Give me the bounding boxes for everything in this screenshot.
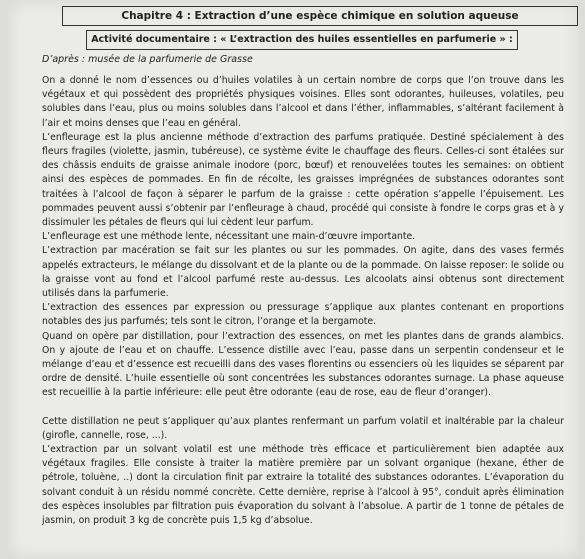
document-body xyxy=(42,74,564,528)
paragraph-expression: L’extraction des essences par expression ou pressurage s’applique aux plantes contenant en proportions notables des jus parfumés; tels sont le citron, l’orange et la bergamote. xyxy=(42,302,564,328)
paragraph-distillation-limit: Cette distillation ne peut s’appliquer qu’aux plantes renfermant un parfum volatil et inaltérable par la chaleur (girofle, cannelle, rose, ...). xyxy=(42,415,564,441)
paragraph-enfleurage: L’enfleurage est la plus ancienne méthode d’extraction des parfums pratiquée. Destiné spécialement à des fleurs fragiles (violette, jasmin, tubéreuse), ce système évite le chauffage des fleurs. Celles-ci sont étalées sur des châssis enduits de graisse animale inodore (porc, bœuf) et renouvelées toutes les semaines: on obtient ainsi des espèces de pommades. En fin de récolte, les graisses imprégnées de substances odorantes sont traitées à l’alcool de façon à séparer le parfum de la graisse : cette opération s’appelle l’épuisement. Les pommades peuvent aussi s’obtenir par l’enfleurage à chaud, procédé qui consiste à fondre le corps gras et à y dissimuler les pétales de fleurs qui lui cèdent leur parfum. xyxy=(42,131,564,229)
document-page xyxy=(8,0,580,559)
source-note: D’après : musée de la parfumerie de Grasse xyxy=(42,54,253,65)
activity-title: Activité documentaire : « L’extraction des huiles essentielles en parfumerie » : xyxy=(86,30,518,50)
paragraph-enfleurage-note: L’enfleurage est une méthode lente, nécessitant une main-d’œuvre importante. xyxy=(42,231,416,243)
paragraph-maceration: L’extraction par macération se fait sur les plantes ou sur les pommades. On agite, dans des vases fermés appelés extracteurs, le mélange du dissolvant et de la plante ou de la pommade. On laisse reposer: le solide ou la graisse vont au fond et l’alcool parfumé reste au-dessus. Les alcoolats ainsi obtenus sont directement utilisés dans la parfumerie. xyxy=(42,245,564,300)
paragraph-distillation: Quand on opère par distillation, pour l’extraction des essences, on met les plantes dans de grands alambics. On y ajoute de l’eau et on chauffe. L’essence distille avec l’eau, passe dans un serpentin condenseur et le mélange d’eau et d’essence est recueilli dans des vases florentins ou essenciers où les liquides se séparent par ordre de densité. L’huile essentielle où sont concentrées les substances odorantes surnage. La phase aqueuse est recueillie à la partie inférieure: elle peut être odorante (eau de rose, eau de fleur d’oranger). xyxy=(42,330,564,399)
paragraph-intro: On a donné le nom d’essences ou d’huiles volatiles à un certain nombre de corps que l’on trouve dans les végétaux et qui possèdent des propriétés physiques voisines. Elles sont odorantes, huileuses, volatiles, peu solubles dans l’eau, plus ou moins solubles dans l’alcool et dans l’éther, inflammables, s’altérant facilement à l’air et moins denses que l’eau en général. xyxy=(42,75,564,129)
paragraph-solvent-extraction: L’extraction par un solvant volatil est une méthode très efficace et particulièrement bien adaptée aux végétaux fragiles. Elle consiste à traiter la matière première par un solvant organique (hexane, éther de pétrole, toluène, ..) dont la circulation finit par extraire la totalité des substances odorantes. L’évaporation du solvant conduit à un résidu nommé concrète. Cette dernière, reprise à l’alcool à 95°, conduit après élimination des espèces insolubles par filtration puis évaporation du solvant à l’absolue. A partir de 1 tonne de pétales de jasmin, on produit 3 kg de concrète puis 1,5 kg d’absolue. xyxy=(42,444,564,527)
chapter-title: Chapitre 4 : Extraction d’une espèce chimique en solution aqueuse xyxy=(62,6,578,26)
